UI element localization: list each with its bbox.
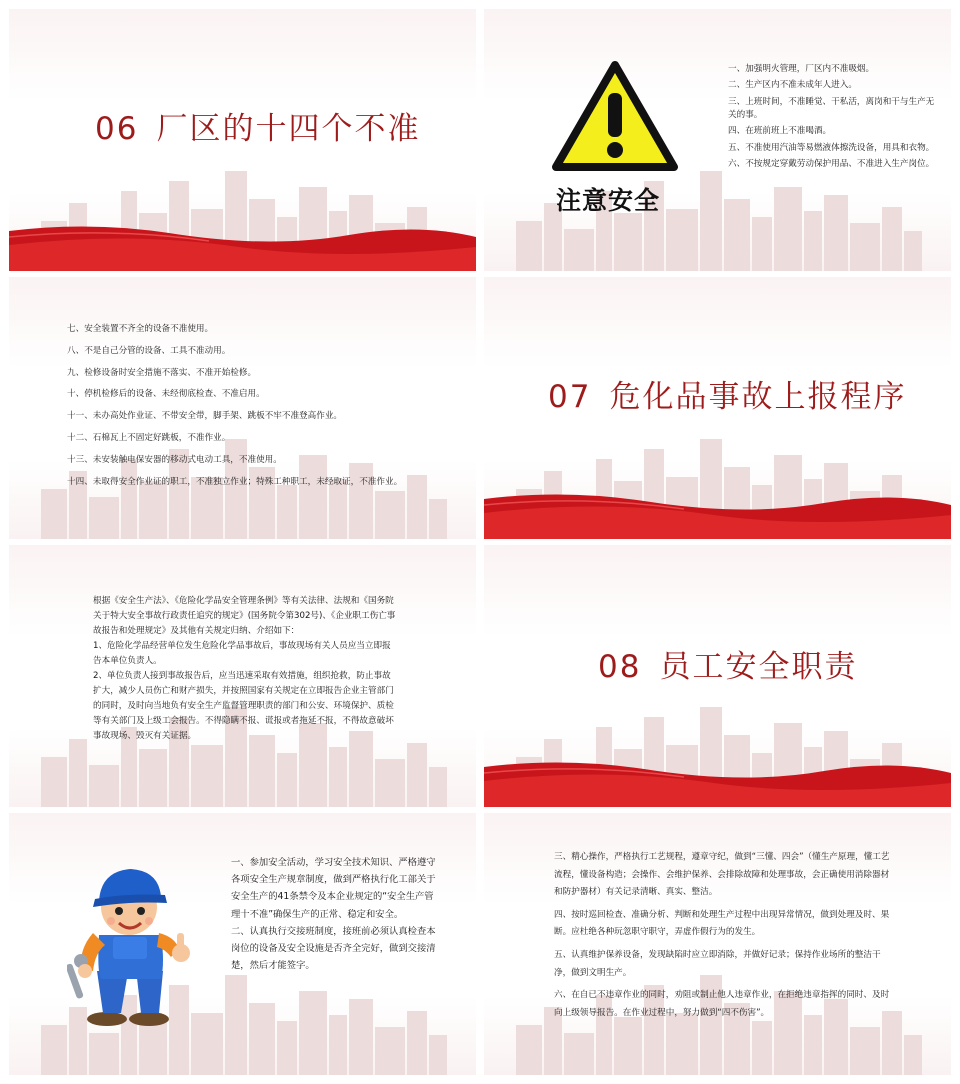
rules-list — [67, 323, 467, 498]
paragraph: 三、精心操作，严格执行工艺规程，遵章守纪，做到“三懂、四会”（懂生产原理，懂工艺流程，懂设备构造；会操作、会维护保养、会排除故障和处理事故，会正确使用消除器材和防护器材）有关记录清晰、真实、整洁。 — [554, 852, 890, 898]
rules-list — [728, 63, 938, 174]
section-number: 06 — [95, 111, 139, 147]
section-title — [548, 371, 906, 416]
section-title-text: 员工安全职责 — [659, 649, 858, 685]
rule-item: 一、加强明火管理，厂区内不准吸烟。 — [728, 64, 875, 74]
slide-rules-continued — [9, 277, 476, 539]
rule-item: 十、停机检修后的设备、未经彻底检查、不准启用。 — [67, 389, 265, 400]
paragraph: 根据《安全生产法》、《危险化学品安全管理条例》等有关法律、法规和《国务院关于特大安全事故行政责任追究的规定》(国务院令第302号)、《企业职工伤亡事故报告和处理规定》及其他有关规定归纳、介绍如下： — [93, 596, 396, 637]
rule-item: 九、检修设备时安全措施不落实、不准开始检修。 — [67, 367, 257, 378]
paragraph: 二、认真执行交接班制度，接班前必须认真检查本岗位的设备及安全设施是否齐全完好，做到交接清楚，然后才能签字。 — [231, 925, 436, 972]
rule-item: 十二、石棉瓦上不固定好跳板，不准作业。 — [67, 433, 231, 444]
procedure-text — [93, 594, 398, 744]
slide-07-title — [484, 277, 951, 539]
section-title-text: 厂区的十四个不准 — [156, 111, 421, 147]
paragraph: 一、参加安全活动，学习安全技术知识、严格遵守各项安全生产规章制度，做到严格执行化工部关于安全生产的41条禁令及本企业规定的“安全生产管理十不准”确保生产的正常、稳定和安全。 — [231, 857, 436, 920]
rule-item: 八、不是自己分管的设备、工具不准动用。 — [67, 345, 231, 356]
duties-text — [554, 849, 894, 1027]
slide-duties-part1 — [9, 813, 476, 1075]
paragraph: 六、在自已不违章作业的同时，劝阻或制止他人违章作业，在拒绝违章指挥的同时、及时向上级领导报告。在作业过程中，努力做到“四不伤害”。 — [554, 990, 890, 1018]
paragraph: 四、按时巡回检查、准确分析、判断和处理生产过程中出现异常情况，做到处理及时、果断。应杜绝各种玩忽职守职守，弄虚作假行为的发生。 — [554, 909, 890, 938]
paragraph: 1、危险化学品经营单位发生危险化学品事故后，事故现场有关人员应当立即报告本单位负责人。 — [93, 641, 391, 667]
paragraph: 五、认真维护保养设备，发现缺陷时应立即消除，并做好记录；保持作业场所的整洁干净，做到文明生产。 — [554, 950, 881, 978]
section-number: 07 — [548, 379, 592, 415]
section-title — [95, 103, 420, 148]
rule-item: 六、不按规定穿戴劳动保护用品、不准进入生产岗位。 — [728, 158, 935, 169]
rule-item: 五、不准使用汽油等易燃液体擦洗设备，用具和衣物。 — [728, 142, 935, 153]
red-ribbon-graphic — [484, 747, 951, 807]
rule-item: 十一、未办高处作业证、不带安全带，脚手架、跳板不牢不准登高作业。 — [67, 411, 343, 422]
slide-safety-warning — [484, 9, 951, 271]
rule-item: 三、上班时间，不准睡觉、干私活，离岗和干与生产无关的事。 — [728, 96, 935, 120]
section-title — [598, 641, 857, 686]
slide-report-procedure — [9, 545, 476, 807]
rule-item: 十三、未安装触电保安器的移动式电动工具，不准使用。 — [67, 454, 282, 465]
rule-item: 十四、未取得安全作业证的职工，不准独立作业；特殊工种职工，未经取证，不准作业。 — [67, 476, 403, 487]
section-number: 08 — [598, 649, 642, 685]
slide-duties-part2 — [484, 813, 951, 1075]
duties-text — [231, 854, 441, 974]
section-title-text: 危化品事故上报程序 — [609, 379, 907, 415]
worker-mascot-illustration — [67, 853, 197, 1028]
paragraph: 2、单位负责人接到事故报告后，应当迅速采取有效措施，组织抢救，防止事故扩大，减少人员伤亡和财产损失，并按照国家有关规定在立即报告企业主管部门的同时，及时向当地负有安全生产监督管理职责的部门和公安、环境保护、质检等有关部门及上级工会报告。不得隐瞒不报、谎报或者拖延不报，不得故意破坏事故现场、毁灭有关证据。 — [93, 671, 394, 742]
slide-08-title — [484, 545, 951, 807]
rule-item: 四、在班前班上不准喝酒。 — [728, 126, 832, 137]
rule-item: 二、生产区内不准未成年人进入。 — [728, 80, 857, 91]
slide-06-title — [9, 9, 476, 271]
warning-label: 注意安全 — [556, 186, 661, 215]
red-ribbon-graphic — [484, 479, 951, 539]
warning-triangle-icon — [550, 59, 680, 174]
rule-item: 七、安全装置不齐全的设备不准使用。 — [67, 324, 214, 334]
red-ribbon-graphic — [9, 211, 476, 271]
